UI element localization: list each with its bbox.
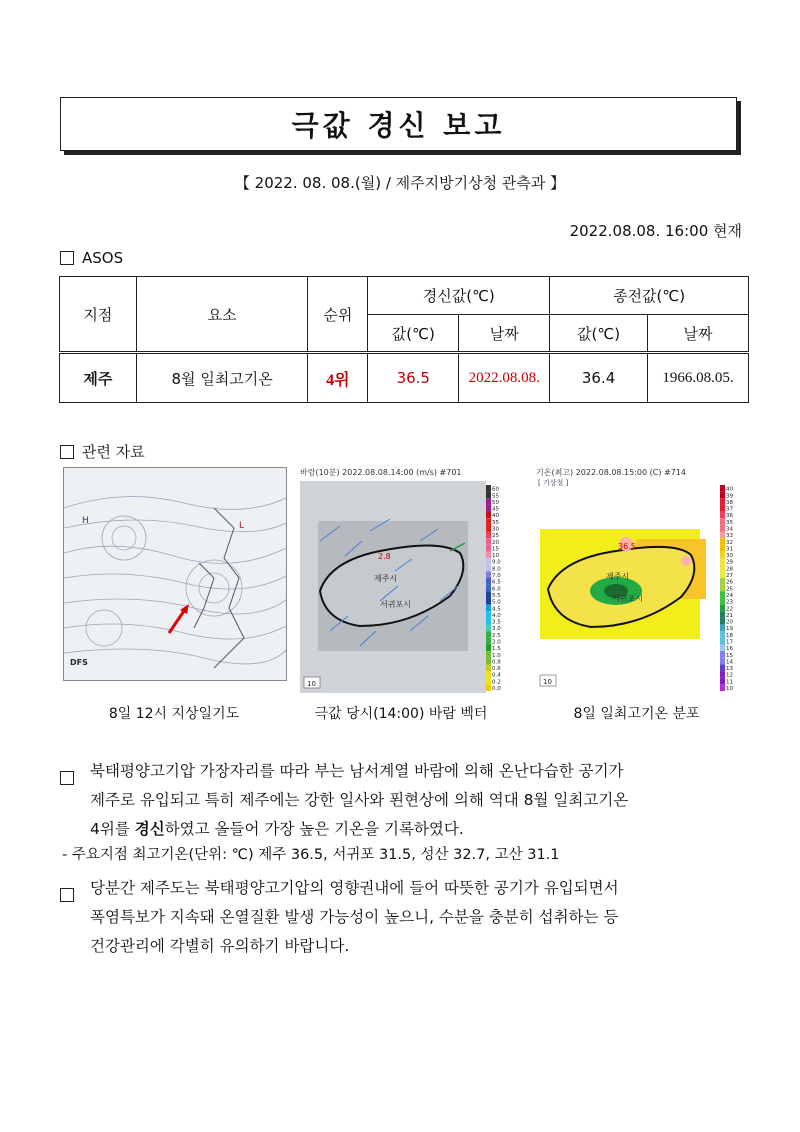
wind-figure	[298, 467, 504, 695]
temp-legend-tick-label: 36	[726, 513, 733, 520]
temp-legend-swatch	[720, 558, 725, 565]
temp-legend-swatch	[720, 518, 725, 525]
temp-legend-swatch	[720, 532, 725, 539]
wind-legend-swatch	[486, 664, 491, 671]
wind-header: 바람(10분) 2022.08.08.14:00 (m/s) #701	[300, 468, 462, 477]
wind-legend-tick-label: 1.0	[492, 652, 501, 659]
page-title: 극값 경신 보고	[291, 109, 506, 142]
wind-legend-swatch	[486, 498, 491, 505]
header-new-val: 값(℃)	[368, 315, 459, 353]
wind-legend-swatch	[486, 684, 491, 691]
checkbox-icon	[60, 251, 74, 265]
temp-legend-swatch	[720, 625, 725, 632]
temp-legend	[720, 485, 739, 693]
wind-legend-swatch	[486, 611, 491, 618]
wind-legend-tick-label: 40	[492, 513, 499, 520]
checkbox-icon	[60, 888, 74, 902]
temp-legend-swatch	[720, 571, 725, 578]
temperature-map-image	[536, 489, 718, 693]
temp-legend-tick-label: 26	[726, 579, 733, 586]
wind-map-image	[300, 481, 486, 693]
temp-legend-swatch	[720, 505, 725, 512]
wind-legend-tick-label: 15	[492, 546, 499, 553]
paragraph-2	[60, 874, 750, 961]
temp-legend-tick-label: 31	[726, 546, 733, 553]
temp-label-jeju: 제주시	[606, 572, 630, 581]
header-prev-value: 종전값(℃)	[550, 277, 749, 315]
wind-legend-swatch	[486, 505, 491, 512]
temp-legend-swatch	[720, 565, 725, 572]
temp-legend-swatch	[720, 671, 725, 678]
wind-legend-swatch	[486, 658, 491, 665]
checkbox-icon	[60, 445, 74, 459]
section-asos	[60, 249, 123, 267]
record-table	[59, 276, 749, 403]
wind-legend-swatch	[486, 518, 491, 525]
wind-legend-tick-label: 1.5	[492, 646, 501, 653]
temp-legend-swatch	[720, 545, 725, 552]
wind-legend-swatch	[486, 532, 491, 539]
wind-legend-tick-label: 55	[492, 493, 499, 500]
temp-legend-tick-label: 35	[726, 519, 733, 526]
temp-legend-swatch	[720, 498, 725, 505]
header-new-value: 경신값(℃)	[368, 277, 550, 315]
wind-legend-tick-label: 35	[492, 519, 499, 526]
wind-legend-swatch	[486, 651, 491, 658]
temp-legend-tick-label: 34	[726, 526, 733, 533]
temp-value-label: 36.5	[618, 542, 636, 551]
wind-legend-swatch	[486, 638, 491, 645]
temp-legend-tick-label: 33	[726, 533, 733, 540]
wind-legend-tick-label: 30	[492, 526, 499, 533]
paragraph-2-line-1: 당분간 제주도는 북태평양고기압의 영향권내에 들어 따뜻한 공기가 유입되면서	[90, 879, 619, 897]
wind-legend-tick-label: 0.4	[492, 672, 501, 679]
temp-legend-tick-label: 30	[726, 553, 733, 560]
weather-map-figure	[63, 467, 287, 681]
wind-legend-swatch	[486, 558, 491, 565]
header-new-date: 날짜	[459, 315, 550, 353]
wind-legend-swatch	[486, 605, 491, 612]
checkbox-icon	[60, 771, 74, 785]
wind-legend-swatch	[486, 538, 491, 545]
wind-legend-tick-label: 5.5	[492, 592, 501, 599]
table-row	[60, 353, 749, 403]
wind-scale: 10	[307, 680, 316, 688]
wind-legend-tick-label: 7.0	[492, 573, 501, 580]
temp-legend-swatch	[720, 611, 725, 618]
temp-legend-swatch	[720, 684, 725, 691]
wind-legend-swatch	[486, 571, 491, 578]
section-asos-label: ASOS	[82, 249, 124, 267]
paragraph-2-line-2: 폭염특보가 지속돼 온열질환 발생 가능성이 높으니, 수분을 충분히 섭취하는 등	[90, 908, 619, 926]
caption-wind: 극값 당시(14:00) 바람 벡터	[314, 706, 488, 722]
as-of-time: 2022.08.08. 16:00 현재	[569, 222, 742, 240]
temp-legend-tick-label: 21	[726, 612, 733, 619]
wind-legend-swatch	[486, 551, 491, 558]
weather-map-image	[64, 468, 286, 680]
temp-legend-tick-label: 12	[726, 672, 733, 679]
temp-legend-tick-label: 24	[726, 592, 733, 599]
temp-legend-swatch	[720, 538, 725, 545]
wind-legend-swatch	[486, 545, 491, 552]
caption-weather-map: 8일 12시 지상일기도	[108, 706, 240, 722]
temp-legend-swatch	[720, 638, 725, 645]
paragraph-2-line-3: 건강관리에 각별히 유의하기 바랍니다.	[90, 937, 350, 955]
subtitle: 【 2022. 08. 08.(월) / 제주지방기상청 관측과 】	[234, 174, 566, 192]
wind-legend-tick-label: 5.0	[492, 599, 501, 606]
wind-legend-swatch	[486, 618, 491, 625]
wind-legend-swatch	[486, 598, 491, 605]
wind-legend-tick-label: 25	[492, 533, 499, 540]
cell-new-value: 36.5	[368, 353, 459, 403]
header-rank: 순위	[308, 277, 368, 353]
temp-legend-tick-label: 32	[726, 539, 733, 546]
temp-legend-swatch	[720, 605, 725, 612]
paragraph-1-line-3	[90, 815, 750, 844]
temp-legend-tick-label: 13	[726, 666, 733, 673]
wind-legend-tick-label: 2.0	[492, 639, 501, 646]
wind-legend-tick-label: 0.2	[492, 679, 501, 686]
wind-legend-tick-label: 0.6	[492, 666, 501, 673]
svg-text:L: L	[239, 521, 245, 531]
temp-legend-swatch	[720, 664, 725, 671]
wind-legend-swatch	[486, 585, 491, 592]
temp-legend-swatch	[720, 525, 725, 532]
section-related	[60, 441, 145, 462]
wind-legend-swatch	[486, 578, 491, 585]
wind-legend-tick-label: 0.8	[492, 659, 501, 666]
wind-legend-swatch	[486, 591, 491, 598]
temp-legend-swatch	[720, 492, 725, 499]
temp-legend-swatch	[720, 658, 725, 665]
temp-legend-tick-label: 15	[726, 652, 733, 659]
temp-legend-swatch	[720, 598, 725, 605]
temp-legend-tick-label: 40	[726, 486, 733, 493]
wind-legend-swatch	[486, 492, 491, 499]
temp-legend-swatch	[720, 678, 725, 685]
wind-legend-tick-label: 45	[492, 506, 499, 513]
temp-legend-tick-label: 38	[726, 499, 733, 506]
wind-legend-swatch	[486, 671, 491, 678]
emphasis-renewed: 경신	[134, 820, 165, 838]
text-segment: 하였고 올들어 가장 높은 기온을 기록하였다.	[164, 820, 464, 838]
wind-label-jeju: 제주시	[374, 574, 398, 583]
temp-legend-tick-label: 19	[726, 626, 733, 633]
wind-label-seogwipo: 서귀포시	[380, 600, 411, 609]
wind-legend-swatch	[486, 625, 491, 632]
wind-legend-swatch	[486, 631, 491, 638]
temp-legend-swatch	[720, 651, 725, 658]
temp-legend-tick-label: 39	[726, 493, 733, 500]
temp-legend-tick-label: 18	[726, 632, 733, 639]
wind-legend-swatch	[486, 644, 491, 651]
temp-legend-tick-label: 14	[726, 659, 733, 666]
temp-legend-tick-label: 25	[726, 586, 733, 593]
paragraph-1	[60, 757, 750, 844]
wind-legend-tick-label: 4.0	[492, 612, 501, 619]
temp-legend-tick-label: 37	[726, 506, 733, 513]
svg-text:H: H	[82, 516, 89, 526]
temp-legend-swatch	[720, 551, 725, 558]
temp-legend-tick-label: 17	[726, 639, 733, 646]
paragraph-1-line-2: 제주로 유입되고 특히 제주에는 강한 일사와 푄현상에 의해 역대 8월 일최고기온	[90, 791, 629, 809]
cell-prev-date: 1966.08.05.	[648, 353, 749, 403]
wind-legend-tick-label: 8.0	[492, 566, 501, 573]
caption-temperature: 8일 일최고기온 분포	[573, 706, 700, 722]
wind-legend-tick-label: 2.5	[492, 632, 501, 639]
temp-legend-swatch	[720, 591, 725, 598]
temp-legend-swatch	[720, 485, 725, 492]
text-segment: 4위를	[90, 820, 135, 838]
wind-legend-tick-label: 60	[492, 486, 499, 493]
cell-rank: 4위	[308, 353, 368, 403]
paragraph-1-line-1: 북태평양고기압 가장자리를 따라 부는 남서계열 바람에 의해 온난다습한 공기가	[90, 762, 624, 780]
wind-legend-swatch	[486, 565, 491, 572]
wind-legend-tick-label: 9.0	[492, 559, 501, 566]
kma-badge: [ 기상청 ]	[538, 479, 569, 487]
temp-legend-tick-label: 22	[726, 606, 733, 613]
temp-legend-tick-label: 29	[726, 559, 733, 566]
header-station: 지점	[60, 277, 137, 353]
temp-legend-swatch	[720, 512, 725, 519]
temp-header: 기온(최고) 2022.08.08.15:00 (C) #714	[536, 468, 686, 477]
temp-legend-tick-label: 27	[726, 573, 733, 580]
cell-prev-value: 36.4	[550, 353, 648, 403]
wind-legend-tick-label: 4.5	[492, 606, 501, 613]
header-prev-val: 값(℃)	[550, 315, 648, 353]
wind-legend-tick-label: 10	[492, 553, 499, 560]
wind-legend-swatch	[486, 525, 491, 532]
wind-value-label: 2.8	[378, 552, 391, 561]
wind-legend-tick-label: 3.0	[492, 626, 501, 633]
temp-legend-swatch	[720, 585, 725, 592]
temp-legend-tick-label: 20	[726, 619, 733, 626]
title-box	[60, 97, 737, 151]
wind-legend	[486, 485, 504, 693]
temp-legend-tick-label: 11	[726, 679, 733, 686]
wind-legend-tick-label: 6.0	[492, 586, 501, 593]
temp-label-seogwipo: 서귀포시	[612, 594, 643, 603]
header-prev-date: 날짜	[648, 315, 749, 353]
temperature-figure	[534, 467, 739, 695]
wind-legend-swatch	[486, 512, 491, 519]
wind-legend-swatch	[486, 485, 491, 492]
station-max-temp-note: - 주요지점 최고기온(단위: ℃) 제주 36.5, 서귀포 31.5, 성산 32.7, 고산 31.1	[62, 847, 560, 863]
wind-legend-tick-label: 3.5	[492, 619, 501, 626]
temp-legend-tick-label: 16	[726, 646, 733, 653]
dfs-label: DFS	[70, 658, 88, 667]
temp-legend-swatch	[720, 644, 725, 651]
temp-legend-swatch	[720, 578, 725, 585]
wind-legend-tick-label: 0.0	[492, 686, 501, 692]
temp-legend-tick-label: 23	[726, 599, 733, 606]
wind-legend-swatch	[486, 678, 491, 685]
temp-legend-swatch	[720, 618, 725, 625]
temp-scale: 10	[543, 678, 552, 686]
temp-legend-tick-label: 10	[726, 686, 733, 692]
wind-legend-tick-label: 50	[492, 499, 499, 506]
wind-legend-tick-label: 6.5	[492, 579, 501, 586]
wind-legend-tick-label: 20	[492, 539, 499, 546]
cell-element: 8월 일최고기온	[136, 353, 308, 403]
header-element: 요소	[136, 277, 308, 353]
temp-legend-swatch	[720, 631, 725, 638]
section-related-label: 관련 자료	[82, 443, 145, 461]
cell-station: 제주	[60, 353, 137, 403]
cell-new-date: 2022.08.08.	[459, 353, 550, 403]
temp-legend-tick-label: 28	[726, 566, 733, 573]
